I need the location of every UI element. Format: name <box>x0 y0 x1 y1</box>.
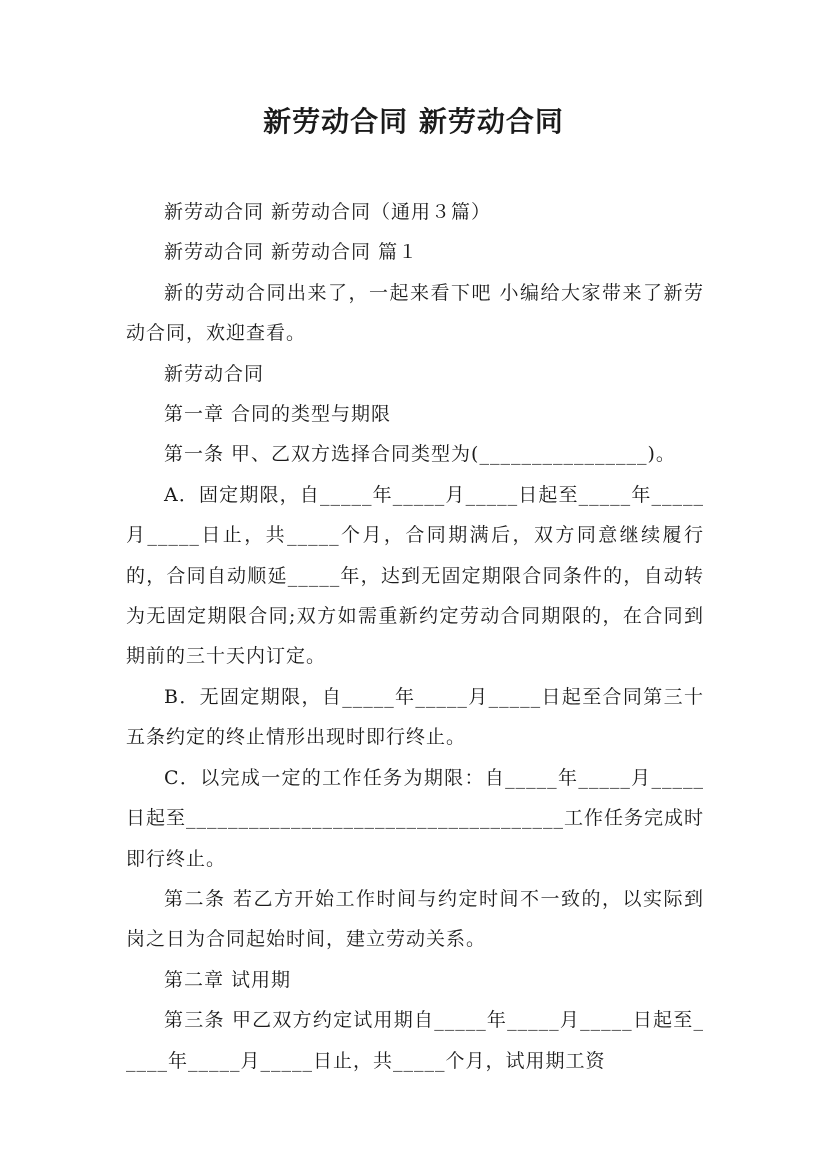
paragraph-subtitle: 新劳动合同 新劳动合同（通用３篇） <box>164 201 492 223</box>
option-b-open-term: B．无固定期限，自_____年_____月_____日起至合同第三十五条约定的终止情形出现时即行终止。 <box>126 685 704 749</box>
article-2: 第二条 若乙方开始工作时间与约定时间不一致的，以实际到岗之日为合同起始时间，建立劳动关系。 <box>126 887 704 951</box>
option-a-fixed-term: A．固定期限，自_____年_____月_____日起至_____年_____月_____日止，共_____个月，合同期满后，双方同意继续履行的，合同自动顺延_____年，达到无固定期限合同条件的，自动转为无固定期限合同;双方如需重新约定劳动合同期限的，在合同到期前的三十天内订定。 <box>126 483 704 668</box>
paragraph-part-heading: 新劳动合同 新劳动合同 篇１ <box>164 241 419 264</box>
chapter-1-heading: 第一章 合同的类型与期限 <box>164 403 392 426</box>
paragraph-intro: 新的劳动合同出来了，一起来看下吧 小编给大家带来了新劳动合同，欢迎查看。 <box>126 281 704 345</box>
option-c-task-term: C．以完成一定的工作任务为期限：自_____年_____月_____日起至____________________________________工作任务完成时即行终止。 <box>126 766 705 870</box>
article-1: 第一条 甲、乙双方选择合同类型为(________________)。 <box>164 443 676 466</box>
document-title: 新劳动合同 新劳动合同 <box>263 105 564 138</box>
chapter-2-heading: 第二章 试用期 <box>164 968 292 991</box>
article-3: 第三条 甲乙双方约定试用期自_____年_____月_____日起至_____年_____月_____日止，共_____个月，试用期工资 <box>126 1009 704 1072</box>
document-body <box>126 192 704 1081</box>
paragraph-contract-heading: 新劳动合同 <box>164 362 265 385</box>
